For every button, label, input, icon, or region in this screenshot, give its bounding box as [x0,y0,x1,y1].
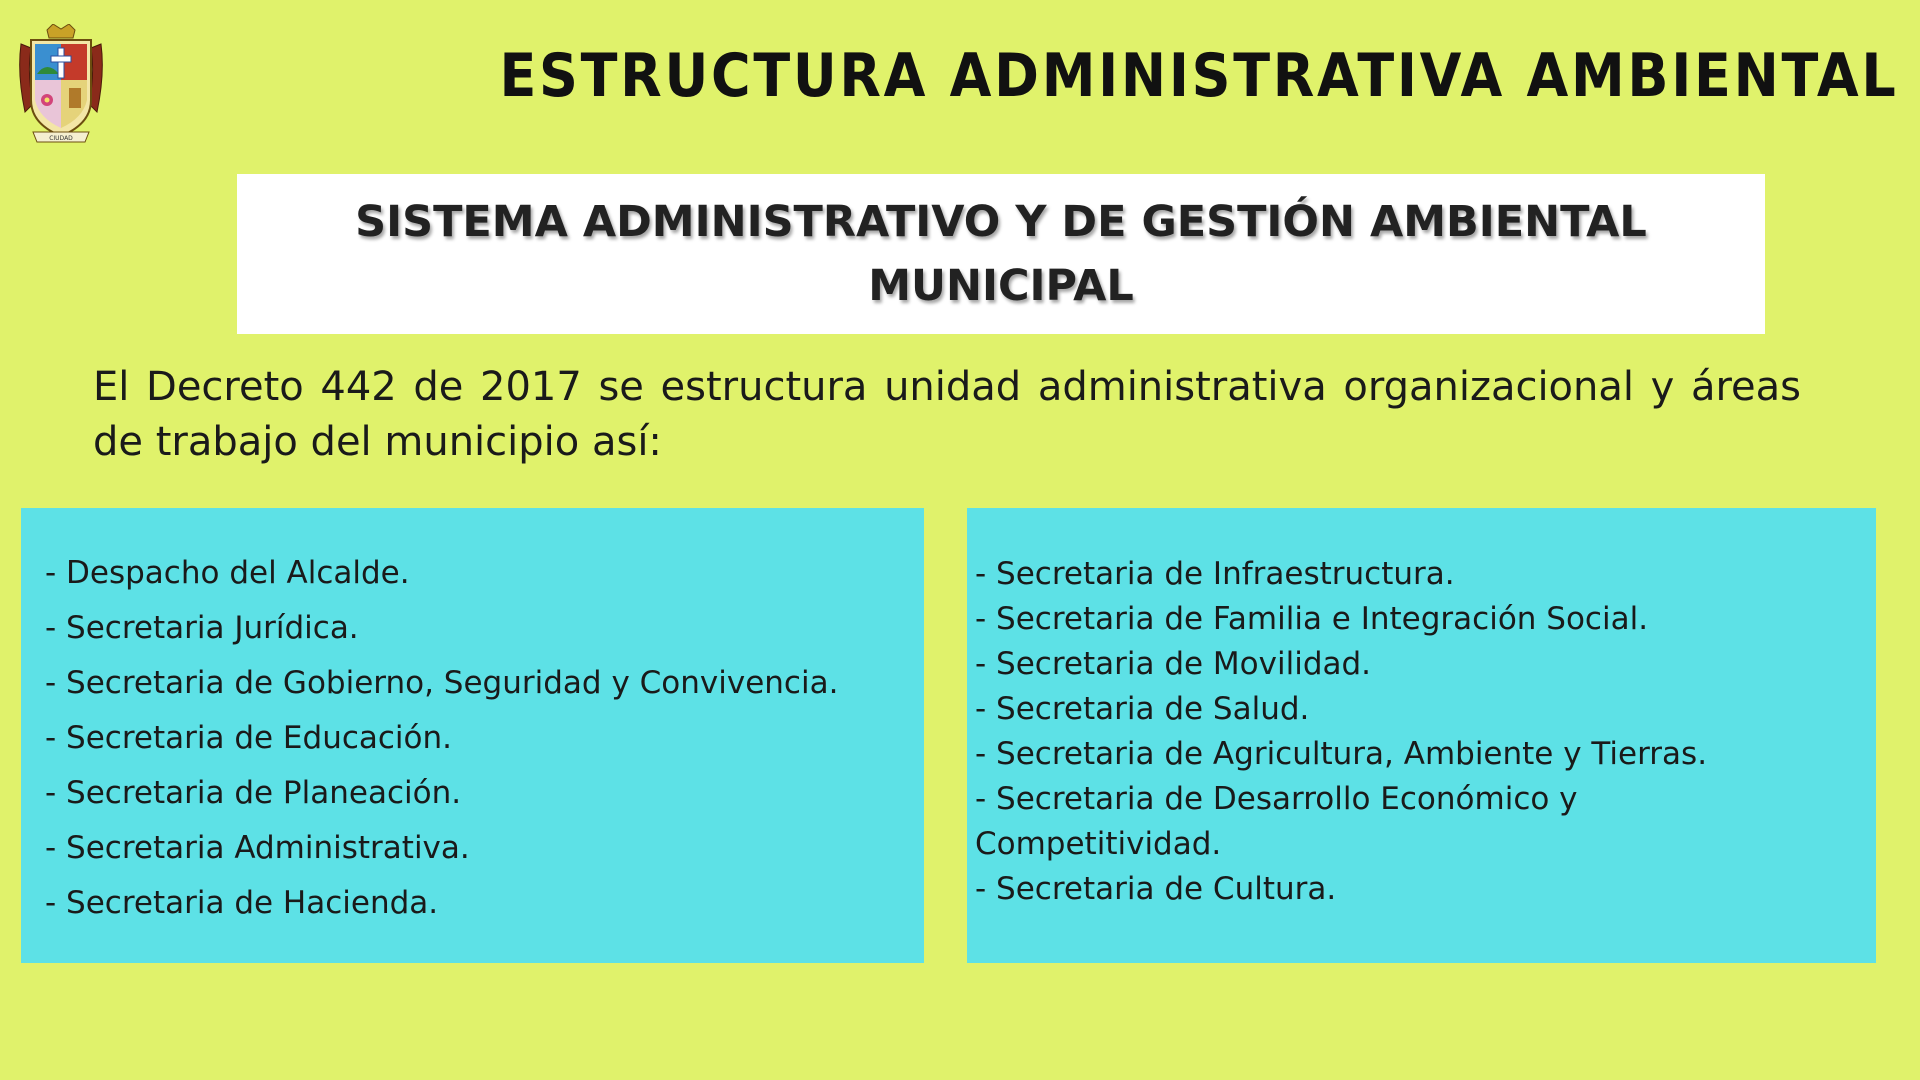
left-secretariats-list [45,546,924,931]
list-item: - Secretaria de Agricultura, Ambiente y Tierras. [975,736,1708,772]
list-item: - Secretaria de Salud. [975,691,1310,727]
list-item: - Despacho del Alcalde. [45,555,410,591]
list-item: - Secretaria de Familia e Integración Social. [975,601,1649,637]
right-secretariats-list [975,552,1856,912]
page-title: ESTRUCTURA ADMINISTRATIVA AMBIENTAL [498,41,1898,111]
right-secretariats-panel [967,508,1876,963]
list-item: - Secretaria de Hacienda. [45,885,439,921]
list-item: - Secretaria de Infraestructura. [975,556,1455,592]
section-subtitle: SISTEMA ADMINISTRATIVO Y DE GESTIÓN AMBIENTAL MUNICIPAL [355,197,1647,311]
list-item: - Secretaria de Gobierno, Seguridad y Convivencia. [45,665,839,701]
crest-label: CIUDAD [49,135,73,142]
list-item: - Secretaria Administrativa. [45,830,470,866]
subtitle-box [237,174,1765,334]
list-item: - Secretaria de Cultura. [975,871,1337,907]
list-item: - Secretaria Jurídica. [45,610,359,646]
list-item: - Secretaria de Movilidad. [975,646,1372,682]
list-item: - Secretaria de Planeación. [45,775,462,811]
list-item: - Secretaria de Desarrollo Económico y Competitividad. [975,781,1578,862]
intro-paragraph: El Decreto 442 de 2017 se estructura unidad administrativa organizacional y áreas de trabajo del municipio así: [93,364,1801,465]
list-item: - Secretaria de Educación. [45,720,453,756]
left-secretariats-panel [21,508,924,963]
coat-of-arms-icon [17,24,105,148]
